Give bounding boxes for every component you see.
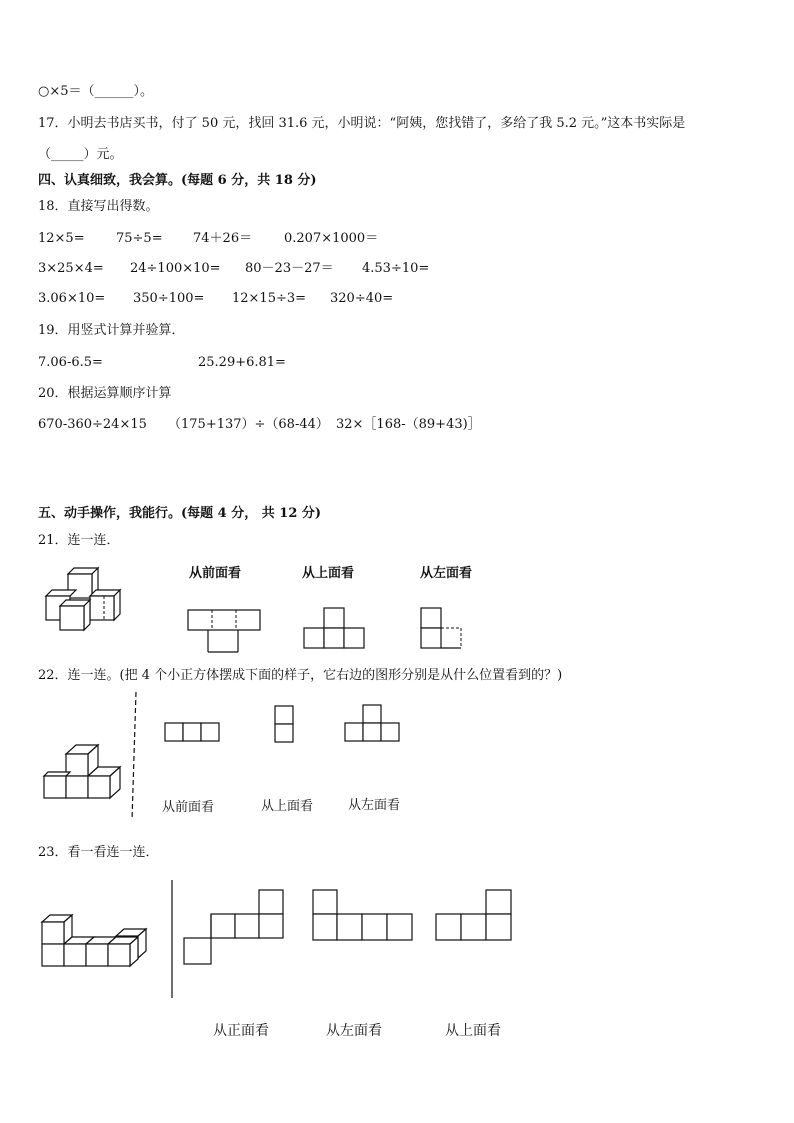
question-18-title: 18．直接写出得数。 [38,199,159,214]
view-label: 从上面看 [261,799,314,814]
question-20-title: 20．根据运算顺序计算 [38,386,172,401]
q22-view-2 [275,706,297,746]
q21-left-view [421,608,465,652]
q22-view-3 [345,705,403,745]
question-23-title: 23．看一看连一连． [38,845,159,860]
question-21-title: 21．连一连． [38,533,120,548]
calc-item: 24÷100×10= [130,261,221,276]
vertical-calc-item: 7.06-6.5= [38,355,103,370]
calc-item: 3×25×4= [38,261,104,276]
calc-item: 74＋26＝ [193,231,253,246]
q22-view-1 [165,723,223,745]
q23-view-2 [313,890,415,944]
question-22-title: 22．连一连。(把 4 个小正方体摆成下面的样子，它右边的图形分别是从什么位置看到的？) [38,668,563,683]
line-blank-fill: ○×5＝（______）。 [38,84,154,99]
view-label: 从上面看 [445,1023,501,1039]
calc-item: 4.53÷10= [362,261,430,276]
view-label: 从左面看 [420,566,473,581]
view-label: 从前面看 [189,566,242,581]
q21-cube-figure [40,566,140,636]
question-17-answer: （_____）元。 [38,147,123,162]
q21-front-view [188,610,264,654]
view-label: 从正面看 [213,1023,269,1039]
vertical-calc-item: 25.29+6.81= [198,355,286,370]
q23-cube-figure [42,912,158,970]
q22-cube-figure [44,742,128,802]
q22-divider [132,692,140,822]
view-label: 从上面看 [302,566,355,581]
calc-item: 3.06×10= [38,291,106,306]
view-label: 从前面看 [162,800,215,815]
order-calc-item: 670-360÷24×15 [38,417,147,432]
calc-item: 12×5= [38,231,85,246]
q21-top-view [304,608,368,652]
calc-item: 0.207×1000＝ [284,231,379,246]
calc-item: 80－23－27＝ [245,261,334,276]
calc-item: 350÷100= [133,291,205,306]
question-19-title: 19．用竖式计算并验算． [38,323,185,338]
order-calc-item: 32×［168-（89+43)］ [336,417,481,432]
calc-item: 12×15÷3= [232,291,307,306]
calc-item: 75÷5= [116,231,163,246]
question-17-text: 17．小明去书店买书，付了 50 元，找回 31.6 元，小明说：“阿姨，您找错了，多给了我 5.2 元。”这本书实际是 [38,116,686,131]
section-4-heading: 四、认真细致，我会算。(每题 6 分，共 18 分) [38,173,317,188]
view-label: 从左面看 [348,798,401,813]
view-label: 从左面看 [326,1023,382,1039]
q23-view-1 [184,890,286,968]
calc-item: 320÷40= [330,291,394,306]
section-5-heading: 五、动手操作，我能行。(每题 4 分， 共 12 分) [38,506,322,521]
q23-view-3 [436,890,516,944]
q23-divider [170,880,174,1000]
order-calc-item: （175+137）÷（68-44） [168,417,329,432]
